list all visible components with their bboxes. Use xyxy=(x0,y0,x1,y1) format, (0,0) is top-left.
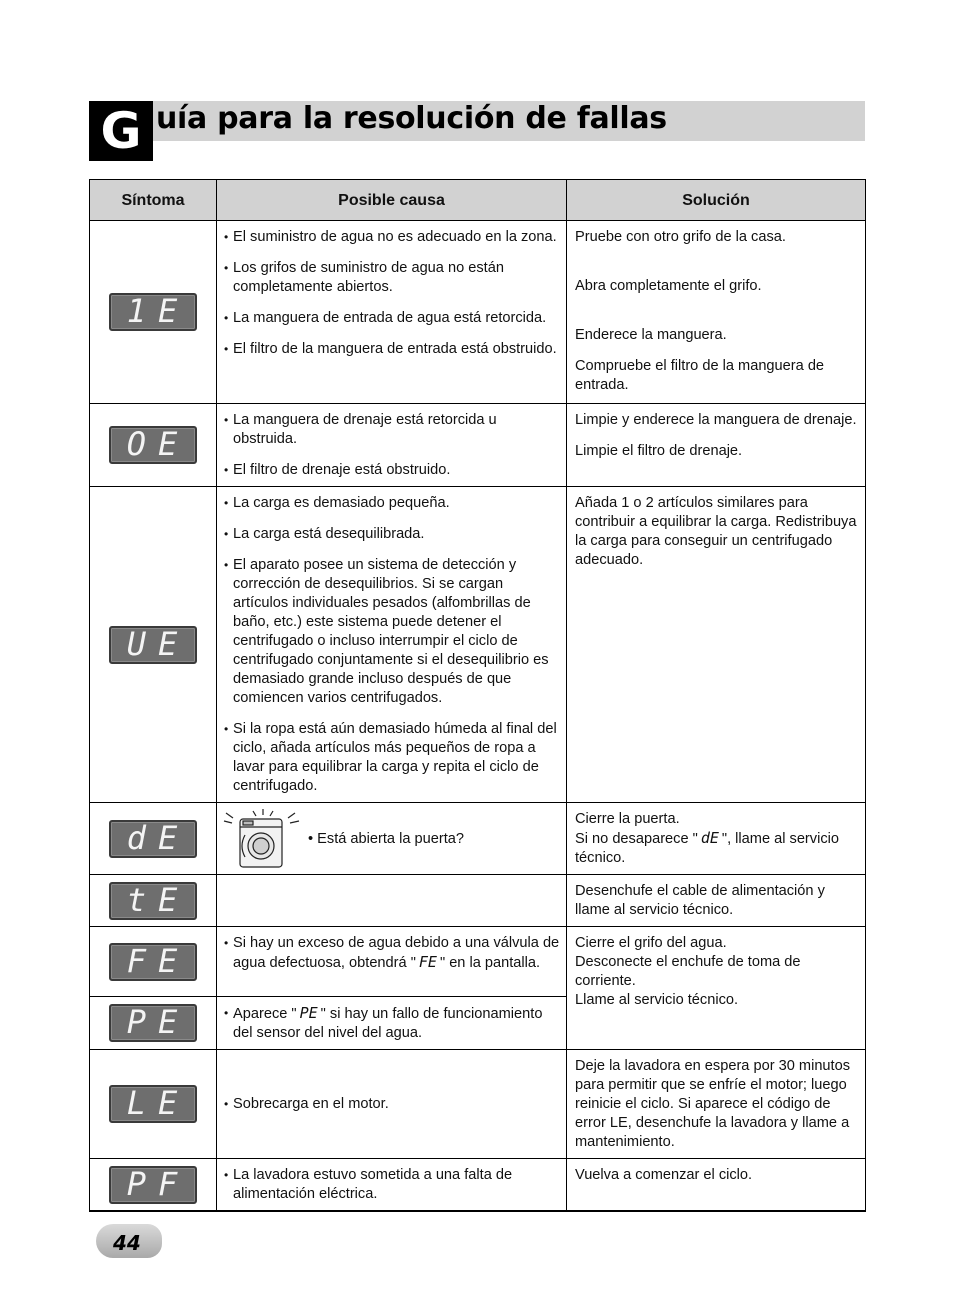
cause-item: • El filtro de drenaje está obstruido. xyxy=(224,461,562,480)
page-title: uía para la resolución de fallas xyxy=(156,101,667,136)
cause-item: • Sobrecarga en el motor. xyxy=(224,1095,562,1114)
symptom-cell xyxy=(90,875,217,927)
header-solution: Solución xyxy=(567,180,866,221)
symptom-cell xyxy=(90,803,217,875)
cause-item: • El suministro de agua no es adecuado en la zona. xyxy=(224,228,562,247)
solution-text-post: ", llame al servicio técnico. xyxy=(575,831,839,866)
cause-item: • El filtro de la manguera de entrada está obstruido. xyxy=(224,340,562,359)
table-row-te xyxy=(90,875,866,927)
cause-item: • Los grifos de suministro de agua no están completamente abiertos. xyxy=(224,259,562,297)
cause-item: • La carga está desequilibrada. xyxy=(224,525,562,544)
symptom-cell xyxy=(90,221,217,404)
solution-line: Cierre la puerta. xyxy=(575,811,680,827)
header-cause: Posible causa xyxy=(217,180,567,221)
cause-cell xyxy=(217,487,567,803)
door-open-illustration-wrap xyxy=(221,807,562,867)
solution-cell xyxy=(567,875,866,927)
cause-item xyxy=(224,934,562,973)
inline-error-code: PE xyxy=(299,1004,318,1022)
cause-item: • La carga es demasiado pequeña. xyxy=(224,494,562,513)
cause-item: • La manguera de drenaje está retorcida u obstruida. xyxy=(224,411,562,449)
cause-cell xyxy=(217,1159,567,1212)
error-display-ue: UE xyxy=(109,626,197,664)
solution-text: Desenchufe el cable de alimentación y llame al servicio técnico. xyxy=(575,883,825,918)
solution-item: Limpie y enderece la manguera de drenaje. xyxy=(575,412,857,428)
cause-text: Está abierta la puerta? xyxy=(317,831,465,847)
cause-cell xyxy=(217,875,567,927)
table-row-de xyxy=(90,803,866,875)
solution-cell xyxy=(567,1050,866,1159)
table-row-1e xyxy=(90,221,866,404)
inline-error-code: dE xyxy=(700,829,719,847)
cause-text-pre: Aparece " xyxy=(233,1006,297,1022)
solution-text: Vuelva a comenzar el ciclo. xyxy=(575,1167,753,1183)
washer-door-open-icon xyxy=(223,807,303,869)
symptom-cell xyxy=(90,997,217,1050)
inline-error-code: FE xyxy=(418,953,437,971)
cause-cell xyxy=(217,404,567,487)
cause-item: • Si la ropa está aún demasiado húmeda al final del ciclo, añada artículos más pequeños de ropa a lavar para equilibrar la carga y repita el ciclo de centrifugado. xyxy=(224,720,562,796)
cause-text-post: " en la pantalla. xyxy=(439,955,541,971)
title-initial-box: G xyxy=(89,101,153,161)
solution-item: Pruebe con otro grifo de la casa. xyxy=(575,229,786,245)
table-row-le xyxy=(90,1050,866,1159)
solution-text-pre: Si no desaparece " xyxy=(575,831,698,847)
header-symptom: Síntoma xyxy=(90,180,217,221)
cause-cell xyxy=(217,997,567,1050)
table-row-ue xyxy=(90,487,866,803)
solution-item: Compruebe el filtro de la manguera de entrada. xyxy=(575,358,825,393)
cause-item: • La lavadora estuvo sometida a una falta de alimentación eléctrica. xyxy=(224,1166,562,1204)
troubleshooting-table xyxy=(89,179,866,1212)
solution-text: Añada 1 o 2 artículos similares para contribuir a equilibrar la carga. Redistribuya la carga para conseguir un centrifugado adecuado. xyxy=(575,495,857,568)
solution-line: Llame al servicio técnico. xyxy=(575,992,739,1008)
solution-item: Enderece la manguera. xyxy=(575,327,727,343)
solution-line: Desconecte el enchufe de toma de corriente. xyxy=(575,954,801,989)
solution-item: Abra completamente el grifo. xyxy=(575,278,762,294)
error-display-pf: PF xyxy=(109,1166,197,1204)
symptom-cell xyxy=(90,927,217,997)
symptom-cell xyxy=(90,1159,217,1212)
cause-cell xyxy=(217,927,567,997)
error-display-de: dE xyxy=(109,820,197,858)
error-display-1e: 1E xyxy=(109,293,197,331)
solution-cell xyxy=(567,1159,866,1212)
solution-line xyxy=(575,829,859,868)
error-display-te: tE xyxy=(109,882,197,920)
solution-text: Deje la lavadora en espera por 30 minutos para permitir que se enfríe el motor; luego reinicie el ciclo. Si aparece el código de error LE, desenchufe la lavadora y llame a mantenimiento. xyxy=(575,1058,851,1150)
solution-item: Limpie el filtro de drenaje. xyxy=(575,443,743,459)
solution-line: Cierre el grifo del agua. xyxy=(575,935,727,951)
cause-item: • La manguera de entrada de agua está retorcida. xyxy=(224,309,562,328)
page-number: 44 xyxy=(113,1231,141,1255)
cause-item xyxy=(224,1004,562,1043)
table-row-pf xyxy=(90,1159,866,1212)
symptom-cell xyxy=(90,1050,217,1159)
solution-cell xyxy=(567,221,866,404)
table-row-oe xyxy=(90,404,866,487)
table-header-row xyxy=(90,180,866,221)
symptom-cell xyxy=(90,404,217,487)
cause-item: • El aparato posee un sistema de detección y corrección de desequilibrios. Si se cargan artículos individuales pesados (alfombrillas de baño, etc.) este sistema puede detener el centrifugado o incluso interrumpir el ciclo de centrifugado conjuntamente si el desequilibrio es demasiado grande incluso después de que comiencen varios centrifugados. xyxy=(224,556,562,708)
error-display-le: LE xyxy=(109,1085,197,1123)
door-open-cause: • Está abierta la puerta? xyxy=(308,831,465,847)
solution-cell xyxy=(567,404,866,487)
cause-cell xyxy=(217,803,567,875)
error-display-pe: PE xyxy=(109,1004,197,1042)
symptom-cell xyxy=(90,487,217,803)
solution-cell xyxy=(567,803,866,875)
cause-text-pre: Si hay un exceso de agua debido a una válvula de agua defectuosa, obtendrá " xyxy=(233,935,560,971)
cause-cell xyxy=(217,221,567,404)
error-display-fe: FE xyxy=(109,943,197,981)
solution-cell xyxy=(567,487,866,803)
cause-cell xyxy=(217,1050,567,1159)
cause-text-post: " si hay un fallo de funcionamiento del sensor del nivel del agua. xyxy=(233,1006,543,1041)
table-row-fe xyxy=(90,927,866,997)
error-display-oe: OE xyxy=(109,426,197,464)
solution-cell xyxy=(567,927,866,1050)
